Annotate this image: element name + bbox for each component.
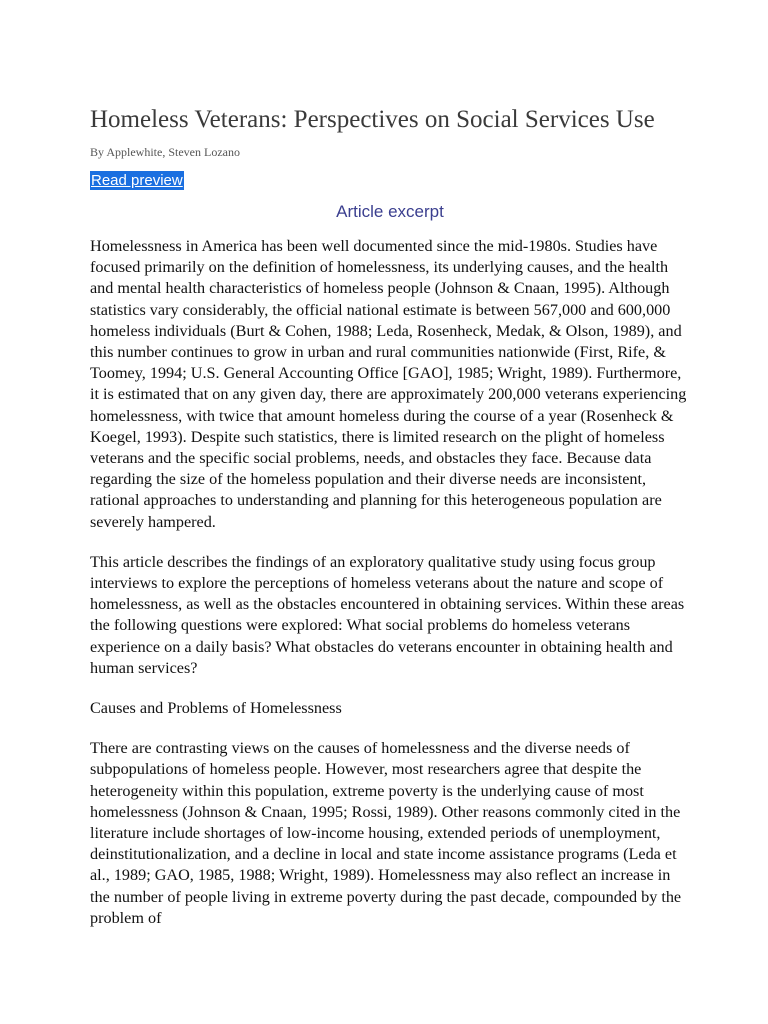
paragraph-intro: Homelessness in America has been well documented since the mid-1980s. Studies have focused primarily on the definition of homelessness, its underlying causes, and the health and mental health characteristics of homeless people (Johnson & Cnaan, 1995). Although statistics vary considerably, the official national estimate is between 567,000 and 600,000 homeless individuals (Burt & Cohen, 1988; Leda, Rosenheck, Medak, & Olson, 1989), and this number continues to grow in urban and rural communities nationwide (First, Rife, & Toomey, 1994; U.S. General Accounting Office [GAO], 1985; Wright, 1989). Furthermore, it is estimated that on any given day, there are approximately 200,000 veterans experiencing homelessness, with twice that amount homeless during the course of a year (Rosenheck & Koegel, 1993). Despite such statistics, there is limited research on the plight of homeless veterans and the specific social problems, needs, and obstacles they face. Because data regarding the size of the homeless population and their diverse needs are inconsistent, rational approaches to understanding and planning for this heterogeneous population are severely hampered. — [90, 237, 687, 531]
excerpt-heading: Article excerpt — [336, 202, 444, 221]
article-title: Homeless Veterans: Perspectives on Social Services Use — [90, 106, 655, 133]
paragraph-causes: There are contrasting views on the causes of homelessness and the diverse needs of subpopulations of homeless people. However, most researchers agree that despite the heterogeneity within this population, extreme poverty is the underlying cause of most homelessness (Johnson & Cnaan, 1995; Rossi, 1989). Other reasons commonly cited in the literature include shortages of low-income housing, extended periods of unemployment, deinstitutionalization, and a decline in local and state income assistance programs (Leda et al., 1989; GAO, 1985, 1988; Wright, 1989). Homelessness may also reflect an increase in the number of people living in extreme poverty during the past decade, compounded by the problem of — [90, 739, 682, 927]
section-subheading: Causes and Problems of Homelessness — [90, 699, 342, 718]
author-byline: By Applewhite, Steven Lozano — [90, 145, 240, 159]
paragraph-study-description: This article describes the findings of an exploratory qualitative study using focus group interviews to explore the perceptions of homeless veterans about the nature and scope of homelessness, as well as the obstacles encountered in obtaining services. Within these areas the following questions were explored: What social problems do homeless veterans experience on a daily basis? What obstacles do veterans encounter in obtaining health and human services? — [90, 552, 685, 677]
read-preview-link[interactable]: Read preview — [91, 172, 183, 189]
article-body — [90, 236, 690, 948]
